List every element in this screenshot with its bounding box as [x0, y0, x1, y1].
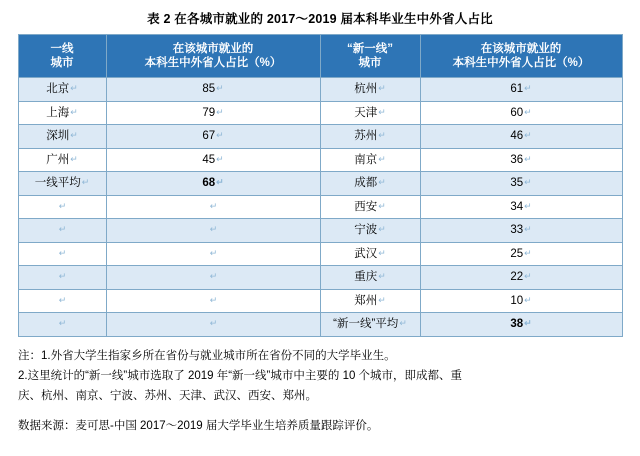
note-line-3: 庆、杭州、南京、宁波、苏州、天津、武汉、西安、郑州。	[18, 389, 317, 402]
paragraph-mark-icon: ↵	[524, 130, 532, 141]
cell-tier1-ratio	[106, 172, 320, 196]
cell-text: 天津	[354, 106, 378, 119]
table-row	[18, 313, 622, 337]
cell-tier1-city	[18, 219, 106, 243]
paragraph-mark-icon: ↵	[216, 177, 224, 188]
column-header-newtier1-ratio	[420, 35, 622, 78]
cell-tier1-city	[18, 78, 106, 102]
paragraph-mark-icon: ↵	[58, 224, 67, 235]
paragraph-mark-icon: ↵	[378, 294, 386, 305]
cell-tier1-ratio	[106, 289, 320, 313]
cell-tier1-ratio	[106, 148, 320, 172]
paragraph-mark-icon: ↵	[58, 247, 67, 258]
cell-newtier1-city	[320, 266, 420, 290]
paragraph-mark-icon: ↵	[378, 271, 386, 282]
paragraph-mark-icon: ↵	[216, 106, 224, 117]
cell-tier1-city	[18, 242, 106, 266]
notes-block	[18, 346, 622, 406]
cell-text: 46	[510, 130, 524, 143]
cell-tier1-city	[18, 313, 106, 337]
paragraph-mark-icon: ↵	[58, 200, 67, 211]
cell-newtier1-ratio	[420, 148, 622, 172]
paragraph-mark-icon: ↵	[70, 153, 78, 164]
paragraph-mark-icon: ↵	[524, 83, 532, 94]
cell-newtier1-city	[320, 148, 420, 172]
cell-tier1-city	[18, 266, 106, 290]
cell-tier1-city	[18, 101, 106, 125]
column-header-line2: 本科生中外省人占比（%）	[452, 57, 590, 69]
cell-newtier1-city	[320, 125, 420, 149]
column-header-line2: 城市	[50, 57, 74, 69]
table-row	[18, 101, 622, 125]
cell-tier1-ratio	[106, 125, 320, 149]
cell-tier1-city	[18, 195, 106, 219]
paragraph-mark-icon: ↵	[524, 294, 532, 305]
paragraph-mark-icon: ↵	[209, 271, 218, 282]
paragraph-mark-icon: ↵	[209, 200, 218, 211]
paragraph-mark-icon: ↵	[209, 294, 218, 305]
cell-text: 苏州	[354, 130, 378, 143]
paragraph-mark-icon: ↵	[216, 83, 224, 94]
cell-text: “新一线”平均	[333, 318, 399, 331]
paragraph-mark-icon: ↵	[378, 247, 386, 258]
cell-text: 68	[202, 177, 216, 190]
cell-text: 西安	[354, 200, 378, 213]
page-title: 表 2 在各城市就业的 2017～2019 届本科毕业生中外省人占比	[147, 12, 493, 26]
cell-text: 南京	[354, 153, 378, 166]
cell-tier1-ratio	[106, 78, 320, 102]
document-page	[0, 9, 640, 456]
paragraph-mark-icon: ↵	[378, 200, 386, 211]
cell-text: 35	[510, 177, 524, 190]
cell-tier1-ratio	[106, 101, 320, 125]
cell-newtier1-ratio	[420, 125, 622, 149]
cell-text: 宁波	[354, 224, 378, 237]
note-line-1: 注：1.外省大学生指家乡所在省份与就业城市所在省份不同的大学毕业生。	[18, 349, 396, 362]
cell-newtier1-ratio	[420, 266, 622, 290]
table-row	[18, 172, 622, 196]
table-body	[18, 78, 622, 337]
table-row	[18, 125, 622, 149]
paragraph-mark-icon: ↵	[378, 177, 386, 188]
cell-text: 成都	[354, 177, 378, 190]
cell-text: 深圳	[46, 130, 70, 143]
cell-tier1-city	[18, 125, 106, 149]
column-header-line2: 城市	[358, 57, 382, 69]
cell-newtier1-city	[320, 242, 420, 266]
table-header	[18, 35, 622, 78]
cell-tier1-city	[18, 289, 106, 313]
cell-newtier1-ratio	[420, 313, 622, 337]
cell-text: 22	[510, 271, 524, 284]
cell-newtier1-city	[320, 219, 420, 243]
paragraph-mark-icon: ↵	[216, 153, 224, 164]
table-row	[18, 266, 622, 290]
cell-text: 85	[202, 83, 216, 96]
table-row	[18, 148, 622, 172]
cell-text: 25	[510, 247, 524, 260]
paragraph-mark-icon: ↵	[81, 177, 90, 188]
cell-newtier1-ratio	[420, 289, 622, 313]
paragraph-mark-icon: ↵	[70, 106, 78, 117]
paragraph-mark-icon: ↵	[216, 130, 224, 141]
paragraph-mark-icon: ↵	[524, 153, 532, 164]
table-row	[18, 242, 622, 266]
cell-newtier1-city	[320, 172, 420, 196]
cell-newtier1-ratio	[420, 78, 622, 102]
cell-text: 36	[510, 153, 524, 166]
cell-tier1-ratio	[106, 242, 320, 266]
column-header-tier1-ratio	[106, 35, 320, 78]
cell-text: 33	[510, 224, 524, 237]
cell-text: 北京	[46, 83, 70, 96]
cell-text: 34	[510, 200, 524, 213]
cell-newtier1-city	[320, 313, 420, 337]
paragraph-mark-icon: ↵	[58, 271, 67, 282]
cell-newtier1-city	[320, 195, 420, 219]
cell-tier1-ratio	[106, 195, 320, 219]
cell-text: 杭州	[354, 83, 378, 96]
cell-tier1-city	[18, 172, 106, 196]
paragraph-mark-icon: ↵	[524, 247, 532, 258]
column-header-line1: 在该城市就业的	[172, 42, 254, 55]
paragraph-mark-icon: ↵	[524, 106, 532, 117]
cell-newtier1-city	[320, 78, 420, 102]
cell-newtier1-ratio	[420, 242, 622, 266]
cell-text: 79	[202, 106, 216, 119]
cell-text: 重庆	[354, 271, 378, 284]
paragraph-mark-icon: ↵	[70, 83, 78, 94]
column-header-line1: 在该城市就业的	[480, 42, 562, 55]
cell-newtier1-city	[320, 289, 420, 313]
paragraph-mark-icon: ↵	[524, 318, 532, 329]
paragraph-mark-icon: ↵	[378, 153, 386, 164]
paragraph-mark-icon: ↵	[524, 224, 532, 235]
cell-text: 武汉	[354, 247, 378, 260]
paragraph-mark-icon: ↵	[524, 177, 532, 188]
paragraph-mark-icon: ↵	[70, 130, 78, 141]
cell-text: 10	[510, 294, 524, 307]
paragraph-mark-icon: ↵	[524, 200, 532, 211]
paragraph-mark-icon: ↵	[58, 318, 67, 329]
column-header-line2: 本科生中外省人占比（%）	[144, 57, 282, 69]
paragraph-mark-icon: ↵	[524, 271, 532, 282]
table-header-row	[18, 35, 622, 78]
data-table	[18, 34, 623, 337]
cell-text: 45	[202, 153, 216, 166]
note-line-2: 2.这里统计的“新一线”城市选取了 2019 年“新一线”城市中主要的 10 个城市，即成都、重	[18, 369, 463, 382]
paragraph-mark-icon: ↵	[209, 247, 218, 258]
paragraph-mark-icon: ↵	[209, 224, 218, 235]
paragraph-mark-icon: ↵	[209, 318, 218, 329]
data-source-line: 数据来源：麦可思-中国 2017～2019 届大学毕业生培养质量跟踪评价。	[18, 419, 379, 432]
paragraph-mark-icon: ↵	[378, 130, 386, 141]
paragraph-mark-icon: ↵	[378, 224, 386, 235]
cell-text: 61	[510, 83, 524, 96]
paragraph-mark-icon: ↵	[378, 83, 386, 94]
table-row	[18, 289, 622, 313]
cell-text: 郑州	[354, 294, 378, 307]
cell-newtier1-ratio	[420, 219, 622, 243]
table-row	[18, 78, 622, 102]
cell-newtier1-ratio	[420, 172, 622, 196]
column-header-line1: 一线	[50, 42, 74, 55]
cell-text: 广州	[46, 153, 70, 166]
cell-tier1-ratio	[106, 313, 320, 337]
cell-newtier1-ratio	[420, 101, 622, 125]
paragraph-mark-icon: ↵	[399, 318, 407, 329]
column-header-newtier1-city	[320, 35, 420, 78]
cell-text: 一线平均	[34, 177, 81, 190]
table-row	[18, 219, 622, 243]
cell-newtier1-city	[320, 101, 420, 125]
paragraph-mark-icon: ↵	[58, 294, 67, 305]
column-header-line1: “新一线”	[347, 42, 393, 55]
cell-tier1-ratio	[106, 219, 320, 243]
cell-text: 67	[202, 130, 216, 143]
cell-tier1-city	[18, 148, 106, 172]
cell-text: 上海	[46, 106, 70, 119]
table-row	[18, 195, 622, 219]
paragraph-mark-icon: ↵	[378, 106, 386, 117]
cell-text: 38	[510, 318, 524, 331]
cell-text: 60	[510, 106, 524, 119]
cell-newtier1-ratio	[420, 195, 622, 219]
column-header-tier1-city	[18, 35, 106, 78]
cell-tier1-ratio	[106, 266, 320, 290]
